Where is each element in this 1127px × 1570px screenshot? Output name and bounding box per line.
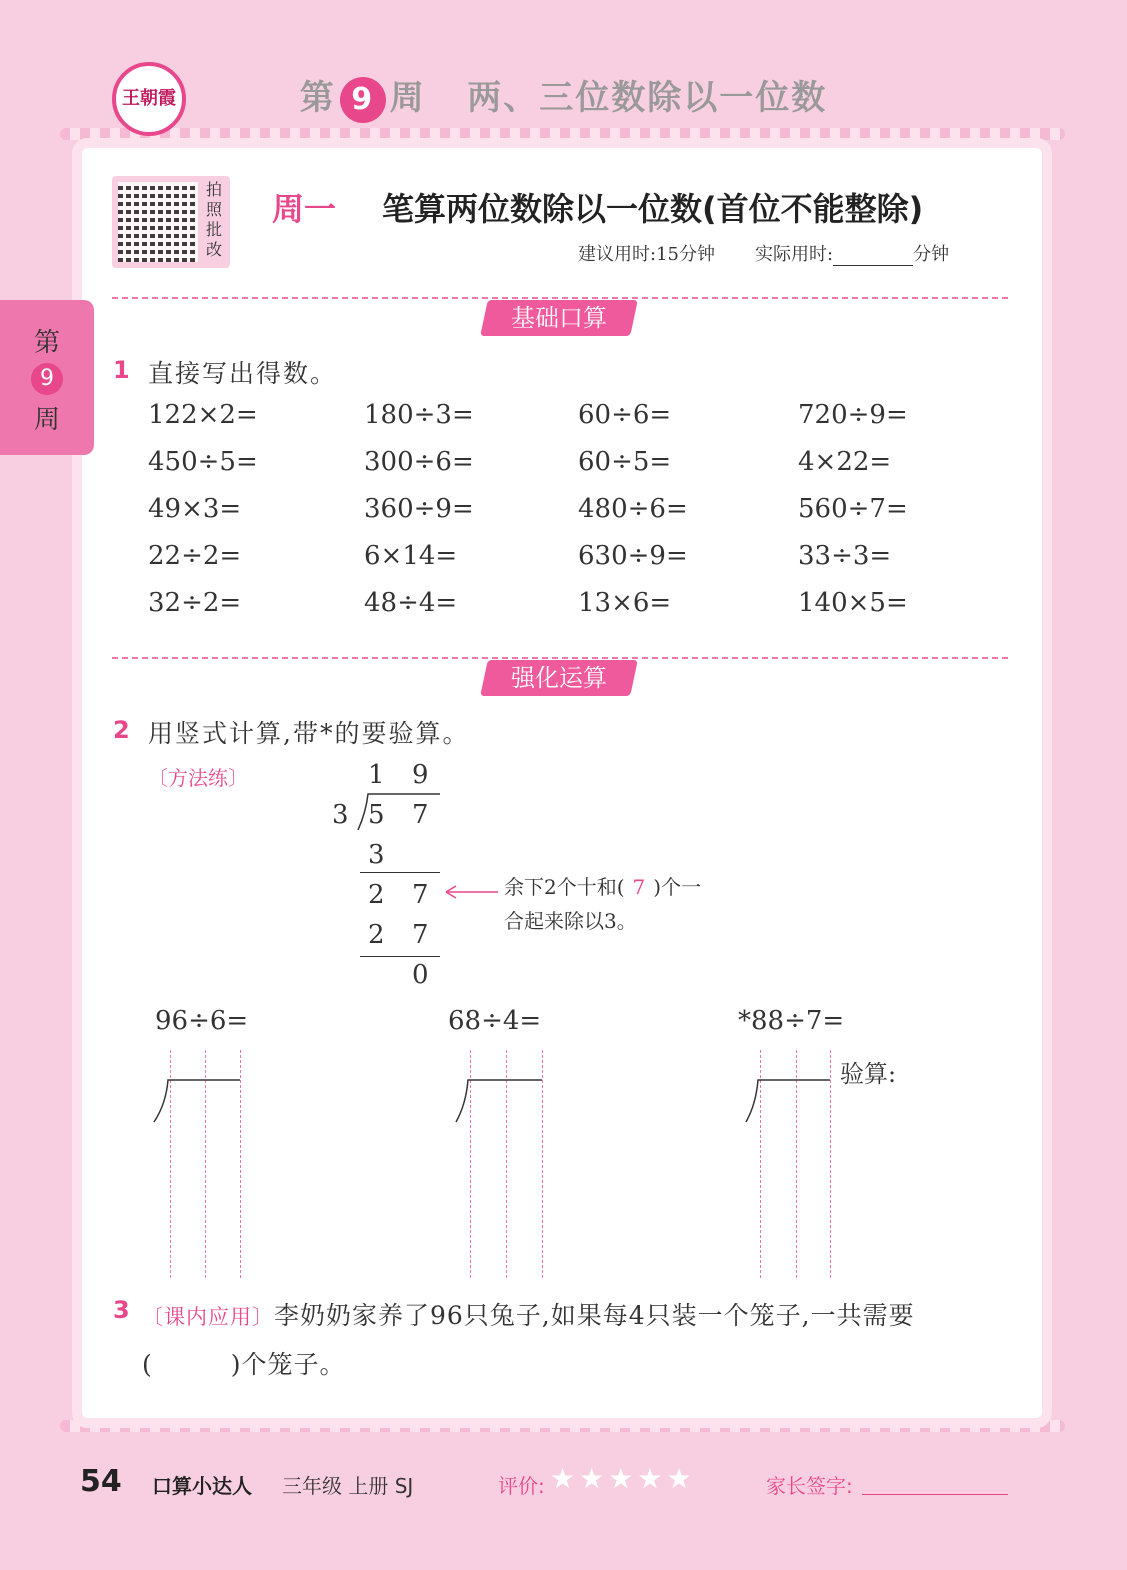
star-icon[interactable]: ★	[666, 1462, 692, 1495]
parent-sign-line[interactable]	[862, 1494, 1008, 1495]
mental-math-item: 60÷6=	[578, 400, 672, 430]
page-header	[0, 70, 1127, 123]
division-problem: *88÷7=	[738, 1006, 845, 1036]
question-3-text: 李奶奶家养了96只兔子,如果每4只装一个笼子,一共需要	[274, 1301, 915, 1330]
side-tab-line3: 周	[33, 405, 60, 435]
star-icon[interactable]: ★	[637, 1462, 663, 1495]
mental-math-item: 22÷2=	[148, 541, 242, 571]
qr-code-icon[interactable]	[118, 182, 198, 262]
header-suffix: 周	[389, 78, 426, 118]
question-3-number: 3	[113, 1296, 130, 1324]
parent-sign-label: 家长签字:	[766, 1474, 853, 1498]
mental-math-item: 480÷6=	[578, 494, 688, 524]
step-digit: 3	[368, 840, 385, 870]
mental-math-item: 180÷3=	[364, 400, 474, 430]
quotient-digit: 1	[368, 760, 385, 790]
week-number-badge: 9	[340, 77, 386, 123]
mental-math-item: 720÷9=	[798, 400, 908, 430]
check-label: 验算:	[840, 1060, 897, 1088]
divider-line	[112, 657, 1008, 659]
rating-stars[interactable]	[550, 1462, 696, 1495]
day-label: 周一	[272, 190, 337, 228]
step-digit: 2	[368, 920, 385, 950]
star-icon[interactable]: ★	[550, 1462, 576, 1495]
long-division-example	[320, 760, 780, 1000]
week-side-tab	[0, 300, 94, 455]
mental-math-item: 13×6=	[578, 588, 672, 618]
mental-math-item: 560÷7=	[798, 494, 908, 524]
mental-math-item: 6×14=	[364, 541, 458, 571]
section-strengthen-tab: 强化运算	[480, 660, 638, 696]
mental-math-item: 630÷9=	[578, 541, 688, 571]
step-digit: 7	[412, 880, 429, 910]
division-bracket	[452, 1078, 552, 1128]
lesson-title: 笔算两位数除以一位数(首位不能整除)	[382, 190, 924, 228]
time-info	[578, 240, 949, 266]
mental-math-item: 48÷4=	[364, 588, 458, 618]
header-topic: 两、三位数除以一位数	[467, 78, 828, 118]
qr-caption: 拍照批改	[206, 180, 223, 259]
division-bracket	[150, 1078, 250, 1128]
note-text: 合起来除以3。	[504, 909, 637, 933]
rating-label: 评价:	[498, 1474, 545, 1498]
mental-math-item: 300÷6=	[364, 447, 474, 477]
mental-math-item: 4×22=	[798, 447, 892, 477]
remainder: 0	[412, 960, 429, 990]
work-area[interactable]	[150, 1050, 250, 1280]
header-prefix: 第	[299, 78, 336, 118]
mental-math-item: 122×2=	[148, 400, 258, 430]
mental-math-item: 60÷5=	[578, 447, 672, 477]
side-tab-line1: 第	[33, 328, 60, 358]
step-line	[360, 872, 440, 873]
top-wave-border	[60, 128, 1065, 140]
step-digit: 2	[368, 880, 385, 910]
divisor: 3	[332, 800, 349, 830]
step-line	[360, 956, 440, 957]
mental-math-item: 32÷2=	[148, 588, 242, 618]
actual-time-label: 实际用时:	[755, 244, 834, 265]
mental-math-item: 450÷5=	[148, 447, 258, 477]
work-area[interactable]	[452, 1050, 552, 1280]
note-text: )个一	[653, 875, 702, 899]
quotient-digit: 9	[412, 760, 429, 790]
divider-line	[112, 297, 1008, 299]
division-problem: 68÷4=	[448, 1006, 542, 1036]
question-3-body	[142, 1292, 1022, 1389]
page-number: 54	[80, 1464, 122, 1499]
mental-math-item: 49×3=	[148, 494, 242, 524]
note-text: 余下2个十和(	[504, 875, 625, 899]
question-2-number: 2	[113, 716, 130, 744]
bottom-wave-border	[60, 1420, 1065, 1432]
question-3-tag: 〔课内应用〕	[142, 1305, 274, 1329]
section-basic-tab: 基础口算	[480, 300, 638, 336]
mental-math-item: 140×5=	[798, 588, 908, 618]
book-title: 口算小达人	[152, 1474, 252, 1498]
question-1-instruction: 直接写出得数。	[148, 359, 338, 388]
side-tab-week-number: 9	[31, 363, 63, 395]
work-area[interactable]	[742, 1050, 842, 1280]
dividend-digit: 5	[368, 800, 385, 830]
mental-math-item: 33÷3=	[798, 541, 892, 571]
question-1-number: 1	[113, 356, 130, 384]
suggested-time: 建议用时:15分钟	[578, 244, 715, 265]
note-answer: 7	[632, 875, 646, 899]
division-bracket	[742, 1078, 842, 1128]
question-3-answer-line[interactable]: ( )个笼子。	[142, 1350, 346, 1379]
actual-time-unit: 分钟	[913, 244, 950, 265]
star-icon[interactable]: ★	[608, 1462, 634, 1495]
example-note	[504, 870, 784, 938]
question-2-instruction: 用竖式计算,带*的要验算。	[148, 719, 470, 748]
division-bracket	[344, 792, 444, 832]
dividend-digit: 7	[412, 800, 429, 830]
step-digit: 7	[412, 920, 429, 950]
brand-logo: 王朝霞	[112, 62, 186, 136]
mental-math-item: 360÷9=	[364, 494, 474, 524]
division-problem: 96÷6=	[155, 1006, 249, 1036]
star-icon[interactable]: ★	[579, 1462, 605, 1495]
arrow-left-icon	[444, 884, 500, 900]
grade-info: 三年级 上册 SJ	[282, 1474, 414, 1498]
method-practice-label: 〔方法练〕	[148, 766, 248, 790]
qr-code-block[interactable]	[112, 176, 230, 268]
actual-time-blank[interactable]	[833, 249, 913, 266]
